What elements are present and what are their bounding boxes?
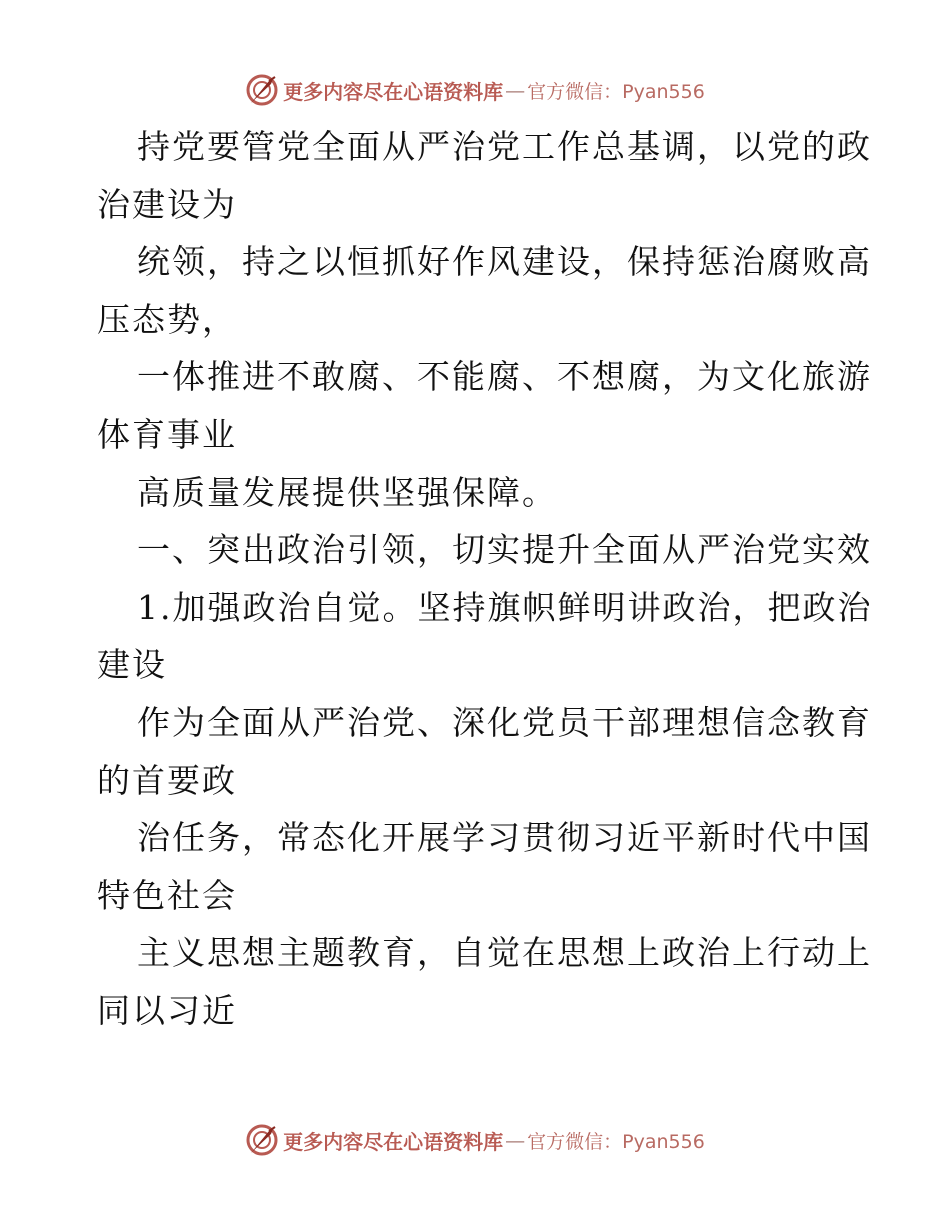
- footer-label: 更多内容尽在心语资料库: [283, 1129, 504, 1154]
- footer-banner: [0, 1120, 950, 1160]
- footer-separator: —: [505, 1128, 526, 1152]
- body-line: 统领，持之以恒抓好作风建设，保持惩治腐败高: [137, 242, 872, 282]
- header-banner: [0, 70, 950, 110]
- body-line: 治任务，常态化开展学习贯彻习近平新时代中国: [137, 818, 872, 858]
- body-line: 特色社会: [97, 875, 237, 915]
- footer-wechat: 官方微信：Pyan556: [527, 1130, 705, 1153]
- header-wechat: 官方微信：Pyan556: [527, 80, 705, 103]
- header-label: 更多内容尽在心语资料库: [283, 79, 504, 104]
- body-line: 1.加强政治自觉。坚持旗帜鲜明讲政治，把政治: [137, 587, 873, 627]
- body-line: 体育事业: [97, 414, 237, 454]
- body-line: 压态势，: [97, 299, 237, 339]
- quill-logo-icon: [245, 73, 279, 107]
- body-line: 一体推进不敢腐、不能腐、不想腐，为文化旅游: [137, 357, 872, 397]
- body-line: 同以习近: [97, 990, 237, 1030]
- quill-logo-icon: [245, 1123, 279, 1157]
- body-line: 高质量发展提供坚强保障。: [137, 472, 557, 512]
- body-line: 作为全面从严治党、深化党员干部理想信念教育: [137, 702, 872, 742]
- document-body: [97, 118, 873, 1040]
- section-heading: 一、突出政治引领，切实提升全面从严治党实效: [137, 530, 872, 570]
- body-line: 持党要管党全面从严治党工作总基调，以党的政: [137, 127, 872, 166]
- header-separator: —: [505, 78, 526, 102]
- body-line: 治建设为: [97, 184, 237, 224]
- body-line: 建设: [97, 645, 167, 685]
- body-line: 主义思想主题教育，自觉在思想上政治上行动上: [137, 933, 872, 973]
- body-line: 的首要政: [97, 760, 237, 800]
